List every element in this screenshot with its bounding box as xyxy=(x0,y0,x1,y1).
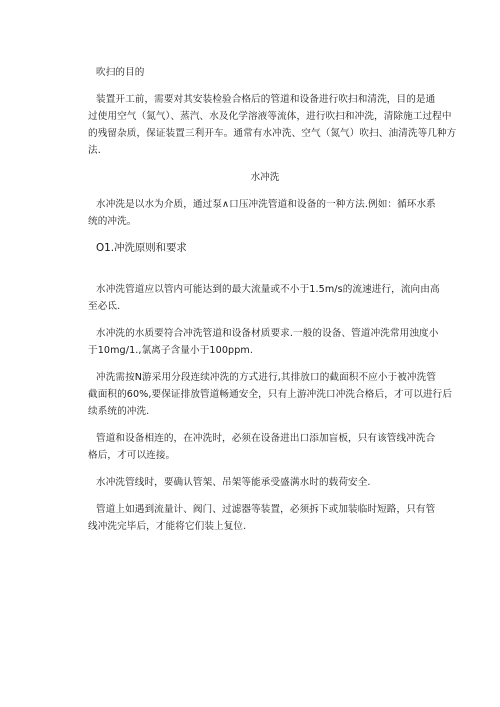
paragraph-line: 统的冲洗。 xyxy=(88,216,137,227)
paragraph-line: 水冲洗管线时，要确认管架、吊架等能承受盛满水时的载荷安全. xyxy=(96,477,371,488)
paragraph-line: 的残留杂质，保证装置三利开车。通常有水冲洗、空气（氮气）吹扫、油清洗等几种方 xyxy=(88,128,457,139)
paragraph-line: 格后，才可以连接。 xyxy=(88,450,176,461)
subsection-heading-principles: O1.冲洗原则和要求 xyxy=(96,242,187,254)
paragraph-line: 至必氐. xyxy=(88,301,121,312)
paragraph-blind-plate xyxy=(88,430,442,464)
paragraph-pipe-support xyxy=(88,474,442,491)
paragraph-line: 装置开工前，需要对其安装检验合格后的管道和设备进行吹扫和清洗，目的是通 xyxy=(96,94,436,105)
section-heading-water-flush: 水冲洗 xyxy=(250,172,280,183)
document-title: 吹扫的目的 xyxy=(96,67,145,78)
paragraph-purpose xyxy=(88,91,457,159)
paragraph-line: 截面积的60%,要保证排放管道畅通安全，只有上游冲洗口冲洗合格后，才可以进行后 xyxy=(88,389,453,400)
paragraph-line: 续系统的冲洗. xyxy=(88,406,150,417)
paragraph-line: 于10mg∕1.,氯离子含量小于100ppm. xyxy=(88,345,254,356)
paragraph-line: 管道上如遇到流量计、阀门、过滤器等装置，必须拆下或加装临时短路，只有管 xyxy=(96,504,436,515)
paragraph-water-flush-definition xyxy=(88,196,442,230)
document-body xyxy=(88,64,457,545)
paragraph-line: 水冲洗的水质要符合冲洗管道和设备材质要求.一般的设备、管道冲洗常用浊度小 xyxy=(96,328,439,339)
paragraph-line: 过使用空气（氮气）、蒸汽、水及化学溶液等流体，进行吹扫和冲洗，清除施工过程中 xyxy=(88,111,452,122)
paragraph-instruments xyxy=(88,501,442,535)
paragraph-line: 水冲洗是以水为介质，通过泵∧口压冲洗管道和设备的一种方法.例如：循环水系 xyxy=(96,199,436,210)
paragraph-flow-rate xyxy=(88,281,442,315)
paragraph-water-quality xyxy=(88,325,442,359)
paragraph-line: 冲洗需按N游采用分段连续冲洗的方式进行,其排放口的截面积不应小于被冲洗管 xyxy=(96,372,437,383)
spacer xyxy=(88,257,442,281)
paragraph-line: 水冲洗管道应以管内可能达到的最大流量或不小于1.5m∕s的流速进行，流向由高 xyxy=(96,284,440,295)
paragraph-line: 管道和设备相连的，在冲洗时，必须在设备进出口添加盲板，只有该管线冲洗合 xyxy=(96,433,436,444)
paragraph-line: 法. xyxy=(88,145,101,156)
paragraph-segmented-flush xyxy=(88,369,453,420)
paragraph-line: 线冲洗完毕后，才能将它们装上复位. xyxy=(88,521,247,532)
